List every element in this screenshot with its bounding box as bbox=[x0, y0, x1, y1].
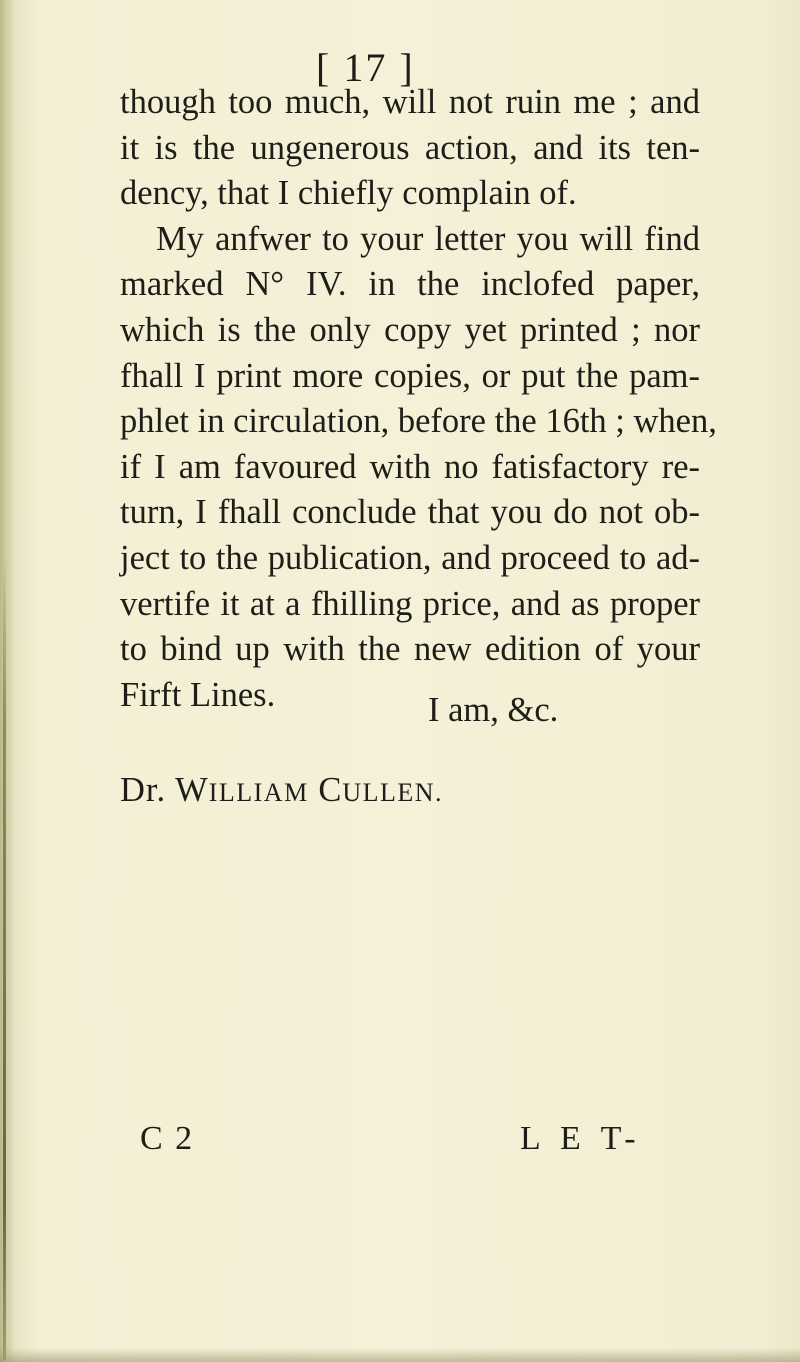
letter-closing: I am, &c. bbox=[428, 691, 559, 729]
catchword: L E T- bbox=[520, 1120, 642, 1157]
page-number: [ 17 ] bbox=[316, 45, 415, 90]
body-line: though too much, will not ruin me ; and bbox=[120, 83, 700, 121]
body-line: turn, I fhall conclude that you do not ob- bbox=[120, 493, 700, 532]
body-line: phlet in circulation, before the 16th ; when, bbox=[120, 402, 717, 441]
body-line: to bind up with the new edition of your bbox=[120, 630, 700, 669]
bottom-edge-shadow bbox=[0, 1348, 800, 1362]
signature-title: Dr. bbox=[120, 771, 167, 809]
body-line: if I am favoured with no fatisfactory re- bbox=[120, 447, 700, 486]
body-line: Firft Lines. bbox=[120, 675, 276, 714]
body-line: ject to the publication, and proceed to ad- bbox=[120, 538, 700, 577]
body-line: vertife it at a fhilling price, and as proper bbox=[120, 584, 700, 623]
body-line: dency, that I chiefly complain of. bbox=[120, 174, 577, 213]
body-line: it is the ungenerous action, and its ten- bbox=[120, 128, 700, 167]
signature bbox=[120, 768, 443, 815]
body-line: marked N° IV. in the inclofed paper, bbox=[120, 265, 700, 304]
signature-first-initial: W bbox=[175, 771, 209, 809]
signature-last-rest: ULLEN. bbox=[342, 778, 444, 807]
body-text bbox=[120, 80, 717, 718]
signature-first-rest: ILLIAM bbox=[208, 778, 309, 807]
body-line: My anfwer to your letter you will find bbox=[156, 219, 700, 258]
body-line: which is the only copy yet printed ; nor bbox=[120, 310, 700, 349]
signature-last-initial: C bbox=[318, 771, 343, 809]
printer-signature-mark: C 2 bbox=[140, 1120, 195, 1157]
body-line: fhall I print more copies, or put the pam- bbox=[120, 356, 700, 395]
binding-edge bbox=[3, 560, 6, 1360]
